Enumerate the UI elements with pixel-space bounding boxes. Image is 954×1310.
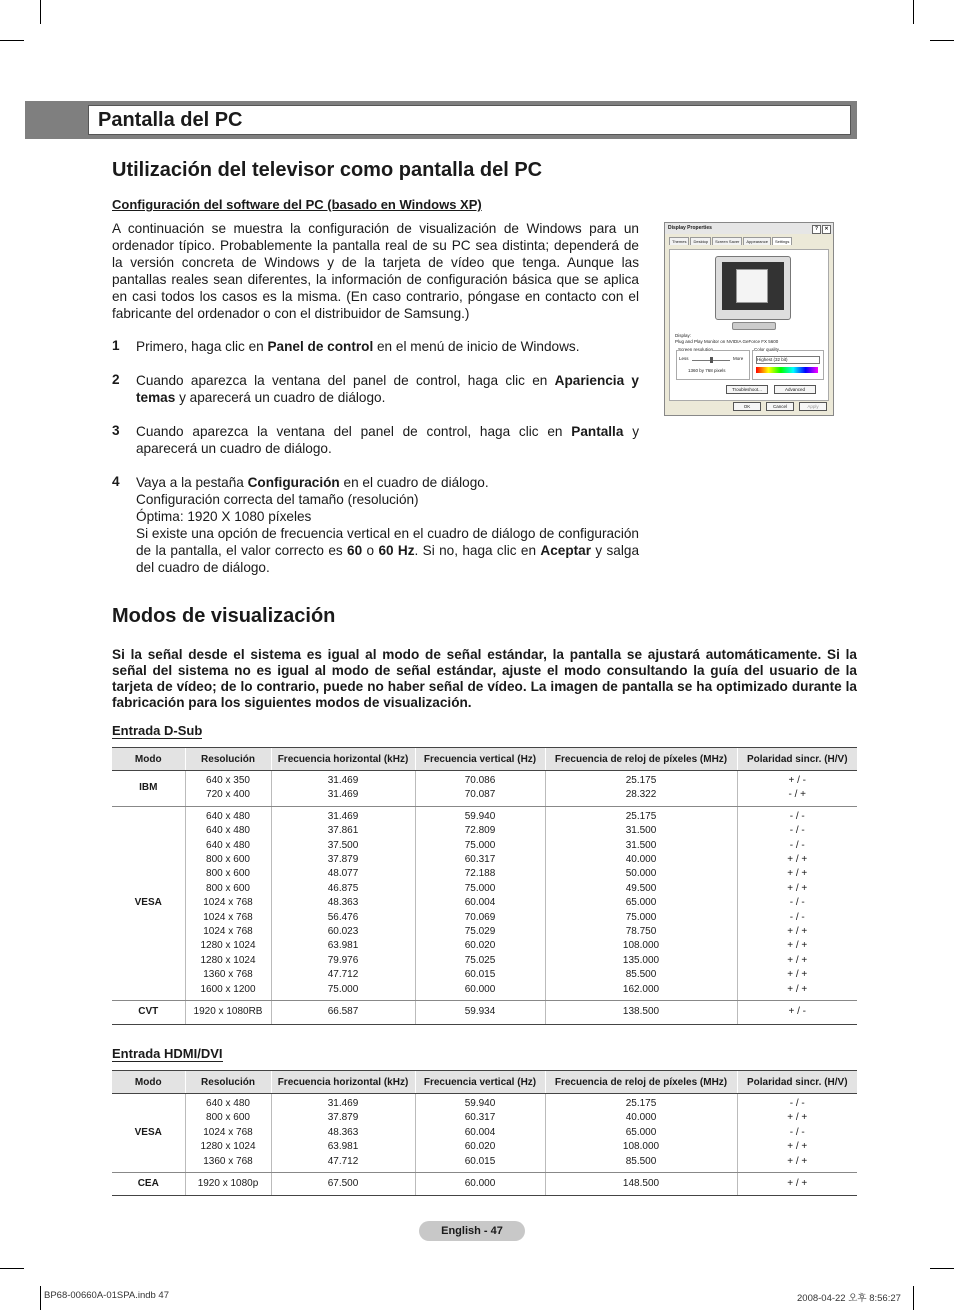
value-cell: [271, 771, 415, 807]
cell-value: 31.469: [327, 1098, 359, 1109]
cell-value: + / +: [787, 1178, 808, 1190]
value-cell: [737, 1001, 857, 1024]
cell-value: 640 x 350: [206, 775, 250, 786]
value-cell: [737, 1094, 857, 1173]
cell-value: - / -: [789, 839, 805, 851]
color-select: Highest (32 bit): [756, 356, 820, 364]
hdmi-table: [112, 1070, 857, 1196]
monitor-icon: [715, 256, 791, 320]
step-number: 2: [112, 372, 120, 387]
close-icon: ✕: [822, 225, 831, 234]
cell-value: 60.317: [464, 1112, 496, 1124]
cell-value: 60.004: [464, 897, 496, 909]
col-header: Resolución: [185, 1071, 271, 1094]
table-header-row: [112, 1071, 857, 1094]
less-label: Less: [679, 356, 689, 361]
display-value: Plug and Play Monitor on NVIDIA GeForce FX 5600: [675, 339, 779, 344]
display-label: Display:: [675, 333, 692, 338]
cell-value: 640 x 480: [206, 839, 250, 851]
cell-value: 70.086: [464, 775, 496, 786]
col-header: Modo: [112, 748, 185, 771]
crop-mark: [40, 1286, 41, 1310]
cell-value: 79.976: [327, 954, 359, 966]
cell-value: 37.879: [327, 854, 359, 866]
cell-value: 640 x 480: [206, 810, 250, 822]
cell-value: 1024 x 768: [203, 897, 253, 909]
cell-value: 640 x 480: [206, 825, 250, 837]
mode-cell: IBM: [112, 771, 185, 807]
mode-cell: VESA: [112, 1094, 185, 1173]
value-cell: [545, 1173, 737, 1196]
cell-value: 60.317: [464, 854, 496, 866]
cell-value: 75.029: [464, 926, 496, 938]
value-cell: [185, 1094, 271, 1173]
apply-button: Apply: [799, 402, 827, 411]
mode-cell: VESA: [112, 806, 185, 1000]
cell-value: 31.469: [327, 789, 359, 801]
cell-value: 28.322: [625, 789, 657, 801]
cell-value: 65.000: [625, 897, 657, 909]
value-cell: [415, 806, 545, 1000]
cell-value: 46.875: [327, 882, 359, 894]
dialog-tabs: [665, 234, 833, 245]
cell-value: 1920 x 1080RB: [193, 1006, 263, 1018]
crop-mark: [913, 1286, 914, 1310]
cell-value: 59.940: [464, 1098, 496, 1109]
dialog-titlebar: Display Properties ? ✕: [665, 223, 833, 234]
heading-display-modes: Modos de visualización: [112, 605, 336, 627]
value-cell: [737, 806, 857, 1000]
tab-screen-saver: Screen Saver: [712, 237, 742, 245]
cell-value: 60.000: [464, 1178, 496, 1190]
cell-value: 48.363: [327, 1126, 359, 1138]
more-label: More: [733, 356, 744, 361]
cell-value: 59.934: [464, 1006, 496, 1018]
cell-value: 1024 x 768: [203, 911, 253, 923]
value-cell: [415, 771, 545, 807]
cell-value: 67.500: [327, 1178, 359, 1190]
resolution-label: Screen resolution: [678, 347, 714, 352]
cell-value: 800 x 600: [206, 854, 250, 866]
heading-pc-screen: Utilización del televisor como pantalla del PC: [112, 159, 543, 181]
cell-value: 60.000: [464, 983, 496, 995]
settings-pane: [669, 249, 829, 401]
cell-value: 72.188: [464, 868, 496, 880]
cell-value: 63.981: [327, 1141, 359, 1153]
cell-value: 800 x 600: [206, 882, 250, 894]
cell-value: 720 x 400: [206, 789, 250, 801]
cell-value: 75.000: [464, 882, 496, 894]
cell-value: - / +: [788, 789, 806, 801]
cell-value: 75.000: [625, 911, 657, 923]
cell-value: 72.809: [464, 825, 496, 837]
cell-value: 148.500: [622, 1178, 660, 1190]
table-row: [112, 771, 857, 807]
cell-value: 59.940: [464, 810, 496, 822]
col-header: Resolución: [185, 748, 271, 771]
tab-appearance: Appearance: [743, 237, 771, 245]
value-cell: [545, 1001, 737, 1024]
value-cell: [737, 1173, 857, 1196]
value-cell: [737, 771, 857, 807]
cell-value: 60.015: [464, 969, 496, 981]
cell-value: 1280 x 1024: [200, 1141, 256, 1153]
cell-value: + / -: [788, 1006, 806, 1018]
cell-value: - / -: [789, 1126, 805, 1138]
col-header: Frecuencia horizontal (kHz): [271, 1071, 415, 1094]
col-header: Frecuencia horizontal (kHz): [271, 748, 415, 771]
cell-value: + / +: [787, 940, 808, 952]
step-text: Cuando aparezca la ventana del panel de control, haga clic en Pantalla y aparecerá un cuadro de diálogo.: [136, 424, 639, 456]
value-cell: [185, 1173, 271, 1196]
cell-value: 1920 x 1080p: [197, 1178, 259, 1190]
troubleshoot-button: Troubleshoot...: [726, 385, 768, 394]
value-cell: [271, 1001, 415, 1024]
section-title: Pantalla del PC: [98, 109, 243, 131]
help-icon: ?: [812, 225, 821, 234]
step-number: 1: [112, 338, 120, 353]
cell-value: + / +: [787, 954, 808, 966]
cell-value: 25.175: [625, 1098, 657, 1109]
cell-value: 800 x 600: [206, 1112, 250, 1124]
cell-value: + / +: [787, 868, 808, 880]
cancel-button: Cancel: [766, 402, 794, 411]
value-cell: [545, 1094, 737, 1173]
crop-mark: [0, 40, 24, 41]
crop-mark: [40, 0, 41, 24]
subheading-software: Configuración del software del PC (basado en Windows XP): [112, 197, 482, 212]
cell-value: 162.000: [622, 983, 660, 995]
section-header-bar: [25, 101, 857, 139]
cell-value: 1360 x 768: [203, 1155, 253, 1167]
color-label: Color quality: [754, 347, 780, 352]
cell-value: 37.879: [327, 1112, 359, 1124]
table-row: [112, 1001, 857, 1024]
cell-value: 60.020: [464, 1141, 496, 1153]
resolution-group: [676, 350, 750, 380]
cell-value: + / +: [787, 969, 808, 981]
value-cell: [545, 771, 737, 807]
col-header: Polaridad sincr. (H/V): [737, 1071, 857, 1094]
cell-value: 60.020: [464, 940, 496, 952]
cell-value: + / +: [787, 854, 808, 866]
cell-value: 75.025: [464, 954, 496, 966]
cell-value: 48.363: [327, 897, 359, 909]
cell-value: + / -: [788, 775, 806, 786]
color-group: [752, 350, 824, 380]
col-header: Frecuencia de reloj de píxeles (MHz): [545, 748, 737, 771]
col-header: Frecuencia vertical (Hz): [415, 748, 545, 771]
cell-value: 1024 x 768: [203, 926, 253, 938]
tab-settings: Settings: [772, 237, 792, 245]
cell-value: 108.000: [622, 940, 660, 952]
cell-value: 60.023: [327, 926, 359, 938]
value-cell: [415, 1094, 545, 1173]
cell-value: 800 x 600: [206, 868, 250, 880]
step-text: Primero, haga clic en Panel de control en el menú de inicio de Windows.: [136, 339, 580, 354]
cell-value: 75.000: [464, 839, 496, 851]
cell-value: 66.587: [327, 1006, 359, 1018]
cell-value: 56.476: [327, 911, 359, 923]
cell-value: - / -: [789, 897, 805, 909]
cell-value: + / +: [787, 1155, 808, 1167]
color-bar: [756, 367, 818, 373]
cell-value: - / -: [789, 911, 805, 923]
table-row: [112, 806, 857, 1000]
slider-thumb: [710, 357, 713, 363]
display-properties-screenshot: [664, 222, 834, 416]
col-header: Polaridad sincr. (H/V): [737, 748, 857, 771]
value-cell: [545, 806, 737, 1000]
table-row: [112, 1094, 857, 1173]
step-text: Cuando aparezca la ventana del panel de control, haga clic en Apariencia y temas y aparecerá un cuadro de diálogo.: [136, 373, 639, 405]
cell-value: 47.712: [327, 1155, 359, 1167]
cell-value: 1280 x 1024: [200, 954, 256, 966]
cell-value: 108.000: [622, 1141, 660, 1153]
crop-mark: [913, 0, 914, 24]
cell-value: 25.175: [625, 775, 657, 786]
section-header-box: [88, 105, 851, 135]
cell-value: + / +: [787, 983, 808, 995]
cell-value: 50.000: [625, 868, 657, 880]
step-number: 3: [112, 423, 120, 438]
cell-value: 65.000: [625, 1126, 657, 1138]
table-header-row: [112, 748, 857, 771]
cell-value: + / +: [787, 926, 808, 938]
cell-value: + / +: [787, 882, 808, 894]
value-cell: [185, 1001, 271, 1024]
step-text: Vaya a la pestaña Configuración en el cuadro de diálogo. Configuración correcta del tamaño (resolución) Óptima: 1920 X 1080 píxeles Si existe una opción de frecuencia vertical en el cuadro de diálogo de configuración de la pantalla, el valor correcto es 60 o 60 Hz. Si no, haga clic en Aceptar y salga del cuadro de diálogo.: [136, 475, 640, 575]
cell-value: 1600 x 1200: [200, 983, 256, 995]
cell-value: 31.500: [625, 825, 657, 837]
cell-value: + / +: [787, 1112, 808, 1124]
dsub-label: Entrada D-Sub: [112, 723, 203, 738]
cell-value: 60.004: [464, 1126, 496, 1138]
cell-value: - / -: [789, 810, 805, 822]
value-cell: [415, 1001, 545, 1024]
col-header: Frecuencia de reloj de píxeles (MHz): [545, 1071, 737, 1094]
cell-value: 70.087: [464, 789, 496, 801]
cell-value: 70.069: [464, 911, 496, 923]
cell-value: 63.981: [327, 940, 359, 952]
step-number: 4: [112, 474, 120, 489]
monitor-stand: [732, 322, 776, 330]
mode-cell: CEA: [112, 1173, 185, 1196]
cell-value: 25.175: [625, 810, 657, 822]
crop-mark: [0, 1268, 24, 1269]
mode-cell: CVT: [112, 1001, 185, 1024]
cell-value: 1280 x 1024: [200, 940, 256, 952]
cell-value: 37.861: [327, 825, 359, 837]
value-cell: [185, 806, 271, 1000]
value-cell: [271, 1094, 415, 1173]
cell-value: 40.000: [625, 854, 657, 866]
cell-value: 31.469: [327, 775, 359, 786]
cell-value: 31.469: [327, 810, 359, 822]
intro-paragraph: A continuación se muestra la configuración de visualización de Windows para un ordenador típico. Probablemente la pantalla real de su PC sea distinta; dependerá de la versión concreta de Windows y de la tarjeta de vídeo que tenga. Aunque las pantallas reales sean diferentes, la información de configuración básica que se aplica en casi todos los casos es la misma. (En caso contrario, póngase en contacto con el fabricante del ordenador o con el distribuidor de Samsung.): [112, 221, 639, 321]
crop-mark: [930, 40, 954, 41]
cell-value: 75.000: [327, 983, 359, 995]
value-cell: [415, 1173, 545, 1196]
cell-value: 37.500: [327, 839, 359, 851]
cell-value: 85.500: [625, 969, 657, 981]
col-header: Modo: [112, 1071, 185, 1094]
footer-timestamp: 2008-04-22 오후 8:56:27: [797, 1293, 901, 1304]
modes-intro: Si la señal desde el sistema es igual al modo de señal estándar, la pantalla se ajustará automáticamente. Si la señal del sistema no es igual al modo de señal estándar, ajuste el modo consultando la guía del usuario de la tarjeta de vídeo; de lo contrario, puede no haber señal de vídeo. La imagen de pantalla se ha optimizado durante la fabricación para los siguientes modos de visualización.: [112, 647, 857, 710]
footer-file: BP68-00660A-01SPA.indb 47: [44, 1290, 169, 1301]
cell-value: 85.500: [625, 1155, 657, 1167]
cell-value: 47.712: [327, 969, 359, 981]
table-row: [112, 1173, 857, 1196]
advanced-button: Advanced: [774, 385, 816, 394]
resolution-value: 1360 by 768 pixels: [688, 368, 726, 373]
cell-value: 138.500: [622, 1006, 660, 1018]
hdmi-label: Entrada HDMI/DVI: [112, 1046, 223, 1061]
cell-value: 31.500: [625, 839, 657, 851]
cell-value: 640 x 480: [206, 1098, 250, 1109]
value-cell: [271, 806, 415, 1000]
value-cell: [271, 1173, 415, 1196]
page-number: English - 47: [419, 1221, 525, 1241]
dsub-table: [112, 747, 857, 1025]
cell-value: - / -: [789, 1098, 805, 1109]
cell-value: 49.500: [625, 882, 657, 894]
cell-value: 60.015: [464, 1155, 496, 1167]
cell-value: 78.750: [625, 926, 657, 938]
value-cell: [185, 771, 271, 807]
ok-button: OK: [733, 402, 761, 411]
col-header: Frecuencia vertical (Hz): [415, 1071, 545, 1094]
cell-value: - / -: [789, 825, 805, 837]
tab-desktop: Desktop: [690, 237, 711, 245]
cell-value: 1360 x 768: [203, 969, 253, 981]
cell-value: 135.000: [622, 954, 660, 966]
cell-value: 1024 x 768: [203, 1126, 253, 1138]
cell-value: 40.000: [625, 1112, 657, 1124]
cell-value: 48.077: [327, 868, 359, 880]
tab-themes: Themes: [669, 237, 689, 245]
crop-mark: [930, 1268, 954, 1269]
cell-value: + / +: [787, 1141, 808, 1153]
